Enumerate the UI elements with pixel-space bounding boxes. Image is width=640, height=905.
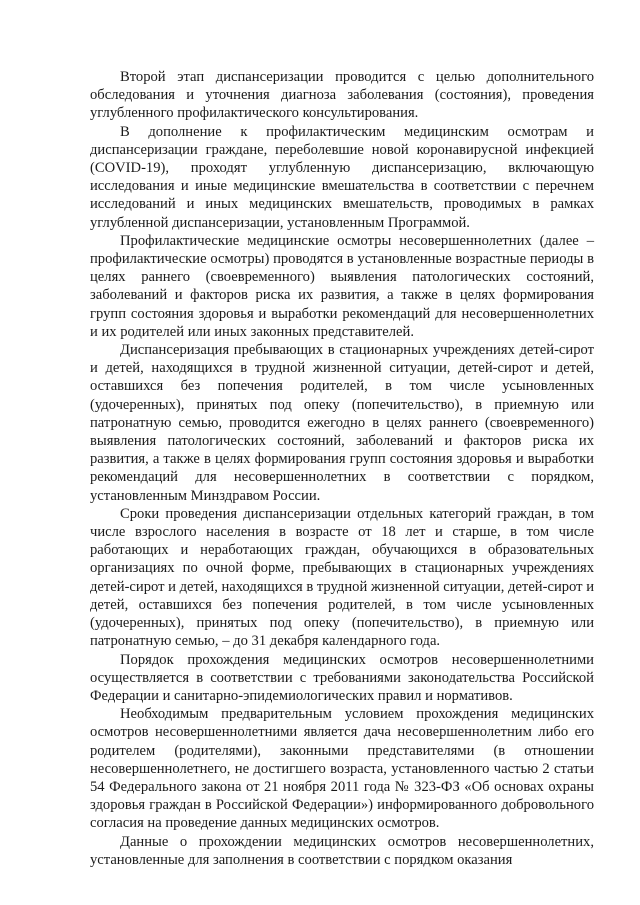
document-body	[90, 68, 594, 869]
paragraph-examination-data: Данные о прохождении медицинских осмотров несовершеннолетних, установленные для заполнения в соответствии с порядком оказания	[90, 833, 594, 868]
paragraph-dispensarization-deadlines: Сроки проведения диспансеризации отдельных категорий граждан, в том числе взрослого населения в возрасте от 18 лет и старше, в том числе работающих и неработающих граждан, обучающихся в образовательных организациях по очной форме, пребывающих в стационарных учреждениях детей-сирот и детей, находящихся в трудной жизненной ситуации, детей-сирот и детей, оставшихся без попечения родителей, в том числе усыновленных (удочеренных), принятых под опеку (попечительство), в приемную или патронатную семью, – до 31 декабря календарного года.	[90, 505, 594, 650]
paragraph-orphans-dispensarization: Диспансеризация пребывающих в стационарных учреждениях детей-сирот и детей, находящихся в трудной жизненной ситуации, детей-сирот и детей, оставшихся без попечения родителей, в том числе усыновленных (удочеренных), принятых под опеку (попечительство), в приемную или патронатную семью, проводится ежегодно в целях раннего (своевременного) выявления патологических состояний, заболеваний и факторов риска их развития, а также в целях формирования групп состояния здоровья и выработки рекомендаций для несовершеннолетних в соответствии с порядком, установленным Минздравом России.	[90, 342, 594, 504]
paragraph-second-stage-dispensarization: Второй этап диспансеризации проводится с целью дополнительного обследования и уточнения диагноза заболевания (состояния), проведения углубленного профилактического консультирования.	[90, 69, 594, 122]
paragraph-examination-procedure: Порядок прохождения медицинских осмотров несовершеннолетними осуществляется в соответствии с требованиями законодательства Российской Федерации и санитарно-эпидемиологических правил и нормативов.	[90, 651, 594, 704]
paragraph-informed-consent: Необходимым предварительным условием прохождения медицинских осмотров несовершеннолетними является дача несовершеннолетним либо его родителем (родителями), законными представителями (в отношении несовершеннолетнего, не достигшего возраста, установленного частью 2 статьи 54 Федерального закона от 21 ноября 2011 года № 323-ФЗ «Об основах охраны здоровья граждан в Российской Федерации») информированного добровольного согласия на проведение данных медицинских осмотров.	[90, 706, 594, 832]
paragraph-minors-preventive-examinations: Профилактические медицинские осмотры несовершеннолетних (далее – профилактические осмотры) проводятся в установленные возрастные периоды в целях раннего (своевременного) выявления патологических состояний, заболеваний и факторов риска их развития, а также в целях формирования групп состояния здоровья и выработки рекомендаций для несовершеннолетних и их родителей или иных законных представителей.	[90, 232, 594, 340]
paragraph-covid-in-depth-dispensarization: В дополнение к профилактическим медицинским осмотрам и диспансеризации граждане, переболевшие новой коронавирусной инфекцией (COVID-19), проходят углубленную диспансеризацию, включающую исследования и иные медицинские вмешательства в соответствии с перечнем исследований и иных медицинских вмешательств, проводимых в рамках углубленной диспансеризации, установленным Программой.	[90, 123, 594, 231]
